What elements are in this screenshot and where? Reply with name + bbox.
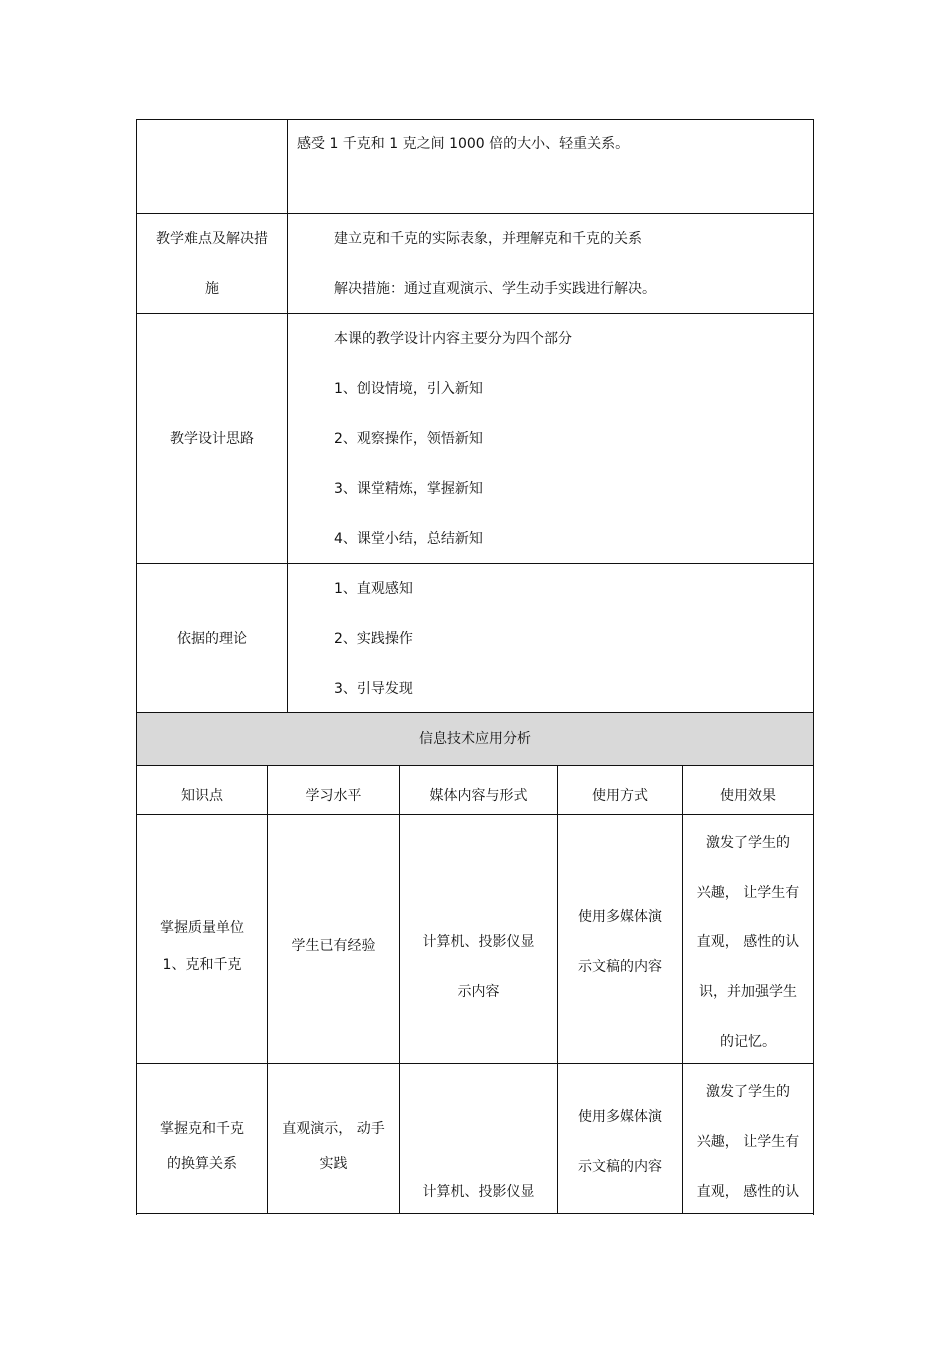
table-cell-effect: 直观， 感性的认: [696, 1184, 800, 1200]
table-cell-effect: 的记忆。: [720, 1034, 776, 1050]
design-item: 4、课堂小结，总结新知: [334, 531, 483, 547]
table-cell-method: 示文稿的内容: [578, 959, 662, 975]
table-cell-knowledge: 1、克和千克: [162, 957, 242, 973]
table-cell-method: 示文稿的内容: [578, 1159, 662, 1175]
table-cell-media: 计算机、投影仪显: [422, 934, 535, 950]
table-cell-media: 示内容: [457, 984, 500, 1000]
difficulty-line1: 建立克和千克的实际表象，并理解克和千克的关系: [334, 231, 642, 247]
rule: [557, 765, 558, 1214]
theory-label: 依据的理论: [177, 631, 247, 647]
difficulty-label-line1: 教学难点及解决措: [156, 231, 268, 247]
design-item: 2、观察操作，领悟新知: [334, 431, 483, 447]
table-cell-level: 实践: [319, 1156, 348, 1172]
column-header-effect: 使用效果: [720, 788, 776, 804]
design-item: 3、课堂精炼，掌握新知: [334, 481, 483, 497]
table-cell-effect: 激发了学生的: [706, 1084, 790, 1100]
table-cell-knowledge: 的换算关系: [167, 1156, 237, 1172]
table-cell-effect: 识，并加强学生: [699, 984, 797, 1000]
table-cell-method: 使用多媒体演: [578, 1109, 662, 1125]
theory-item: 1、直观感知: [334, 581, 413, 597]
table-cell-method: 使用多媒体演: [578, 909, 662, 925]
rule: [287, 119, 288, 713]
table-cell-level: 学生已有经验: [291, 938, 376, 954]
intro-text: 感受 1 千克和 1 克之间 1000 倍的大小、轻重关系。: [297, 136, 630, 152]
rule: [136, 313, 814, 314]
difficulty-line2: 解决措施：通过直观演示、学生动手实践进行解决。: [334, 281, 656, 297]
rule: [136, 1213, 814, 1214]
table-cell-effect: 兴趣， 让学生有: [696, 885, 800, 901]
design-intro: 本课的教学设计内容主要分为四个部分: [334, 331, 572, 347]
table-cell-effect: 激发了学生的: [706, 835, 790, 851]
table-cell-media: 计算机、投影仪显: [422, 1184, 535, 1200]
rule: [136, 712, 814, 713]
table-cell-effect: 兴趣， 让学生有: [696, 1134, 800, 1150]
table-cell-knowledge: 掌握克和千克: [160, 1121, 244, 1137]
design-label: 教学设计思路: [170, 431, 254, 447]
column-header-knowledge: 知识点: [181, 788, 223, 804]
rule: [136, 765, 814, 766]
difficulty-label-line2: 施: [205, 281, 219, 297]
section-title: 信息技术应用分析: [419, 731, 531, 747]
rule: [136, 563, 814, 564]
design-item: 1、创设情境，引入新知: [334, 381, 483, 397]
rule: [136, 814, 814, 815]
theory-item: 3、引导发现: [334, 681, 413, 697]
table-cell-effect: 直观， 感性的认: [696, 934, 800, 950]
rule: [136, 1063, 814, 1064]
rule: [136, 213, 814, 214]
table-cell-knowledge: 掌握质量单位: [160, 920, 244, 936]
theory-item: 2、实践操作: [334, 631, 413, 647]
column-header-level: 学习水平: [305, 788, 362, 804]
table-cell-level: 直观演示， 动手: [282, 1121, 385, 1137]
rule: [267, 765, 268, 1214]
column-header-method: 使用方式: [592, 788, 648, 804]
column-header-media: 媒体内容与形式: [429, 788, 528, 804]
